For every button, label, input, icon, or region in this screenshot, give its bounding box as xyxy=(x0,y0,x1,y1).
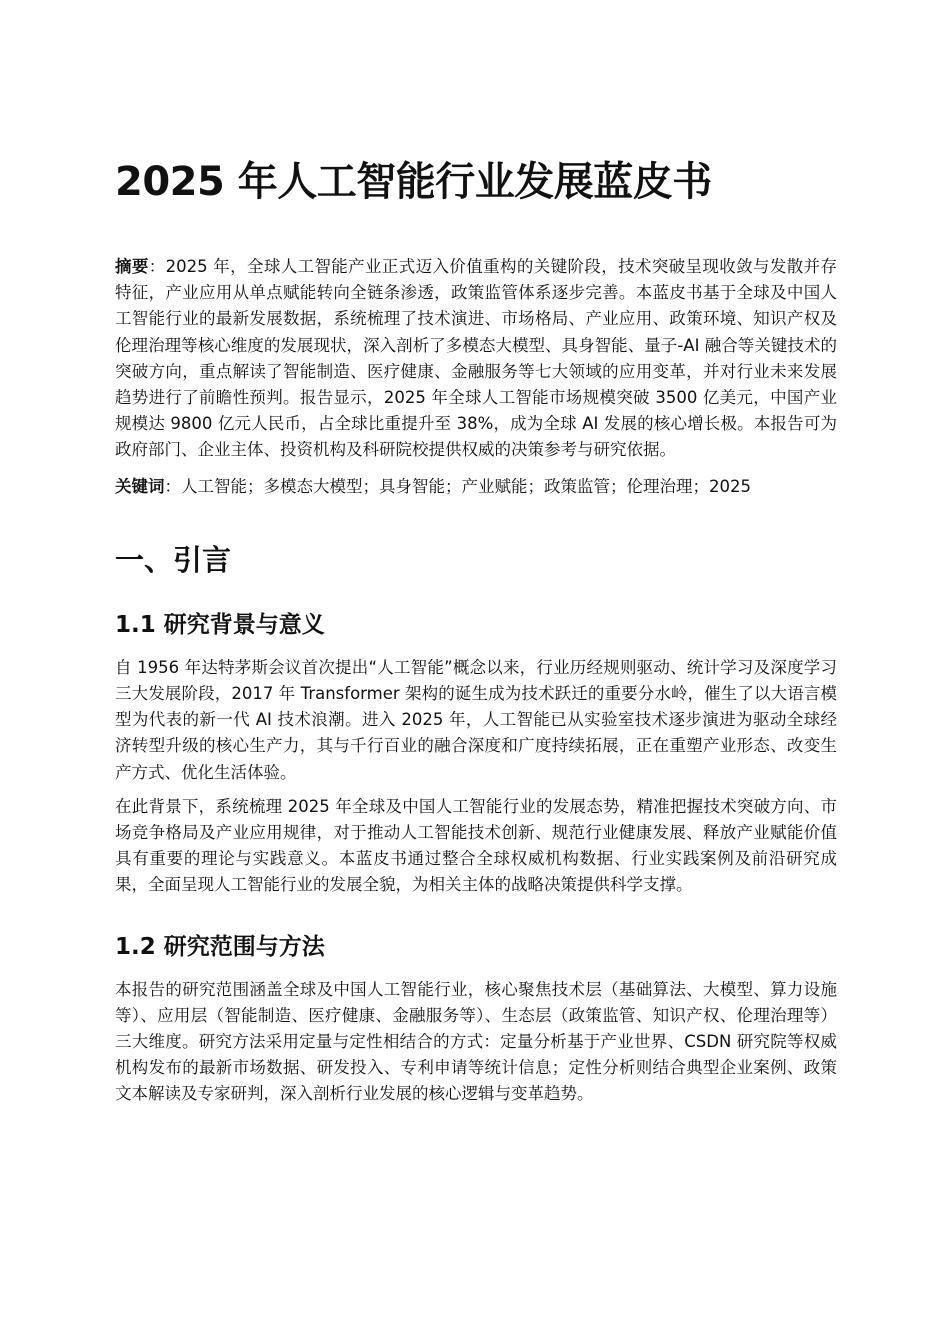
abstract-label: 摘要 xyxy=(115,257,149,276)
scope-methods-paragraph: 本报告的研究范围涵盖全球及中国人工智能行业，核心聚焦技术层（基础算法、大模型、算力设施等）、应用层（智能制造、医疗健康、金融服务等）、生态层（政策监管、知识产权、伦理治理等）三大维度。研究方法采用定量与定性相结合的方式：定量分析基于产业世界、CSDN 研究院等权威机构发布的最新市场数据、研发投入、专利申请等统计信息；定性分析则结合典型企业案例、政策文本解读及专家研判，深入剖析行业发展的核心逻辑与变革趋势。 xyxy=(115,979,837,1104)
keywords-text: 人工智能；多模态大模型；具身智能；产业赋能；政策监管；伦理治理；2025 xyxy=(181,476,751,496)
abstract-text: 2025 年，全球人工智能产业正式迈入价值重构的关键阶段，技术突破呈现收敛与发散并存特征，产业应用从单点赋能转向全链条渗透，政策监管体系逐步完善。本蓝皮书基于全球及中国人工智能行业的最新发展数据，系统梳理了技术演进、市场格局、产业应用、政策环境、知识产权及伦理治理等核心维度的发展现状，深入剖析了多模态大模型、具身智能、量子-AI 融合等关键技术的突破方向，重点解读了智能制造、医疗健康、金融服务等七大领域的应用变革，并对行业未来发展趋势进行了前瞻性预判。报告显示，2025 年全球人工智能市场规模突破 3500 亿美元，中国产业规模达 9800 亿元人民币，占全球比重提升至 38%，成为全球 AI 发展的核心增长极。本报告可为政府部门、企业主体、投资机构及科研院校提供权威的决策参考与研究依据。 xyxy=(115,257,838,460)
subsection-heading-scope-methods: 1.2 研究范围与方法 xyxy=(115,933,325,960)
keywords-separator: ： xyxy=(164,476,181,496)
subsection-heading-background: 1.1 研究背景与意义 xyxy=(115,611,325,638)
keywords-line xyxy=(115,474,837,500)
document-title: 2025 年人工智能行业发展蓝皮书 xyxy=(115,159,712,205)
section-heading-introduction: 一、引言 xyxy=(115,542,232,577)
background-paragraph-2: 在此背景下，系统梳理 2025 年全球及中国人工智能行业的发展态势，精准把握技术突破方向、市场竞争格局及产业应用规律，对于推动人工智能技术创新、规范行业健康发展、释放产业赋能价值具有重要的理论与实践意义。本蓝皮书通过整合全球权威机构数据、行业实践案例及前沿研究成果，全面呈现人工智能行业的发展全貌，为相关主体的战略决策提供科学支撑。 xyxy=(115,796,837,895)
document-page xyxy=(115,150,837,1108)
abstract-separator: ： xyxy=(148,257,166,276)
background-paragraph-1: 自 1956 年达特茅斯会议首次提出“人工智能”概念以来，行业历经规则驱动、统计学习及深度学习三大发展阶段，2017 年 Transformer 架构的诞生成为技术跃迁的重要分水岭，催生了以大语言模型为代表的新一代 AI 技术浪潮。进入 2025 年，人工智能已从实验室技术逐步演进为驱动全球经济转型升级的核心生产力，其与千行百业的融合深度和广度持续拓展，正在重塑产业形态、改变生产方式、优化生活体验。 xyxy=(115,657,837,782)
keywords-label: 关键词 xyxy=(115,476,165,496)
abstract-paragraph xyxy=(115,254,837,464)
